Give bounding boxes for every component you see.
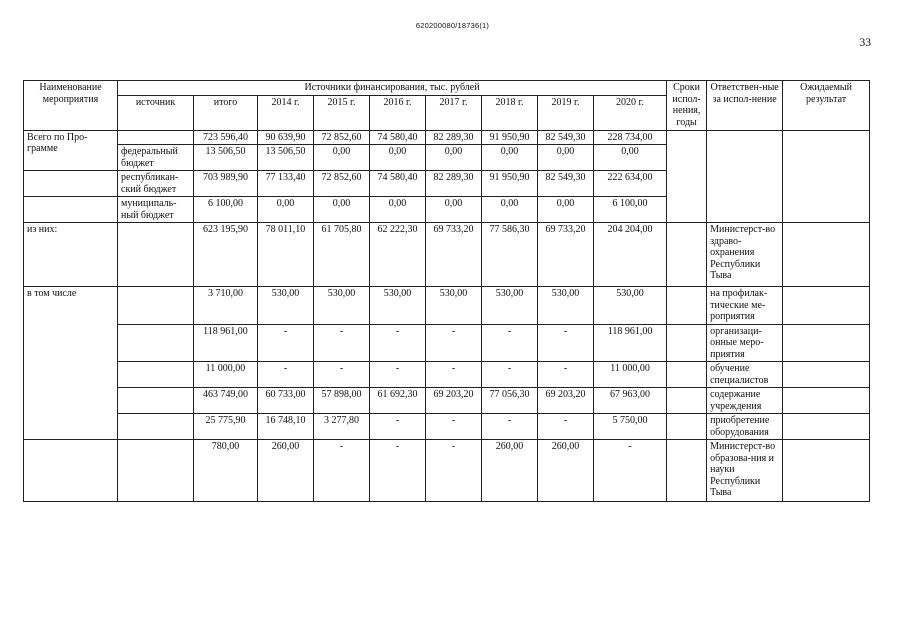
row-responsible: обучение специалистов [707,362,783,388]
row-source: республикан-ский бюджет [118,171,194,197]
header-year: 2020 г. [594,95,667,130]
header-year: 2016 г. [370,95,426,130]
row-expected [783,287,870,325]
row-responsible [707,130,783,223]
row-year-value: - [426,362,482,388]
row-name [24,197,118,223]
header-sources-group: Источники финансирования, тыс. рублей [118,81,667,96]
row-name: из них: [24,223,118,287]
row-year-value: 260,00 [482,440,538,502]
header-name: Наименование мероприятия [24,81,118,131]
row-total: 463 749,00 [194,388,258,414]
row-year-value: - [314,440,370,502]
row-year-value: 69 733,20 [538,223,594,287]
row-year-value: 0,00 [482,197,538,223]
table-row [24,440,870,502]
row-year-value: - [370,414,426,440]
row-total: 623 195,90 [194,223,258,287]
row-year-value: 260,00 [258,440,314,502]
row-year-value: - [538,324,594,362]
row-source [118,440,194,502]
row-name [24,171,118,197]
row-year-value: 61 692,30 [370,388,426,414]
header-row-1 [24,81,870,96]
row-name: Всего по Про-грамме [24,130,118,171]
row-terms [667,223,707,287]
row-terms [667,287,707,325]
row-year-value: 57 898,00 [314,388,370,414]
row-terms [667,324,707,362]
row-year-value: 82 289,30 [426,171,482,197]
row-year-value: 72 852,60 [314,130,370,145]
row-year-value: 0,00 [370,145,426,171]
row-source [118,287,194,325]
document-code: 620200080/18736(1) [415,21,490,30]
row-source: муниципаль-ный бюджет [118,197,194,223]
row-source [118,324,194,362]
row-year-value: 118 961,00 [594,324,667,362]
row-terms [667,440,707,502]
row-total: 6 100,00 [194,197,258,223]
row-year-value: 77 586,30 [482,223,538,287]
row-year-value: 67 963,00 [594,388,667,414]
row-total: 780,00 [194,440,258,502]
row-year-value: 0,00 [314,145,370,171]
row-responsible: Министерст-во образова-ния и науки Республики Тыва [707,440,783,502]
financing-table [23,80,870,502]
row-year-value: 82 549,30 [538,171,594,197]
row-year-value: 77 056,30 [482,388,538,414]
row-year-value: - [258,362,314,388]
row-expected [783,223,870,287]
row-year-value: - [314,324,370,362]
row-year-value: 90 639,90 [258,130,314,145]
row-year-value: 60 733,00 [258,388,314,414]
row-expected [783,414,870,440]
row-terms [667,130,707,223]
row-year-value: 0,00 [482,145,538,171]
row-year-value: 222 634,00 [594,171,667,197]
row-year-value: - [258,324,314,362]
row-total: 723 596,40 [194,130,258,145]
row-expected [783,440,870,502]
table-row [24,388,870,414]
row-year-value: 0,00 [258,197,314,223]
row-source [118,388,194,414]
row-name [24,440,118,502]
row-year-value: 74 580,40 [370,130,426,145]
row-year-value: - [426,440,482,502]
row-year-value: 69 203,20 [538,388,594,414]
row-year-value: 69 203,20 [426,388,482,414]
row-source [118,130,194,145]
row-year-value: 82 289,30 [426,130,482,145]
row-year-value: - [370,362,426,388]
row-source [118,362,194,388]
row-year-value: - [482,324,538,362]
row-year-value: 69 733,20 [426,223,482,287]
header-year: 2018 г. [482,95,538,130]
row-responsible: приобретение оборудования [707,414,783,440]
row-terms [667,388,707,414]
row-source [118,414,194,440]
row-year-value: 260,00 [538,440,594,502]
header-year: 2017 г. [426,95,482,130]
table-row [24,362,870,388]
row-year-value: 91 950,90 [482,171,538,197]
row-year-value: 228 734,00 [594,130,667,145]
table-row [24,223,870,287]
row-total: 13 506,50 [194,145,258,171]
row-year-value: - [594,440,667,502]
row-responsible: содержание учреждения [707,388,783,414]
row-year-value: 0,00 [426,145,482,171]
row-year-value: 0,00 [370,197,426,223]
row-year-value: 0,00 [314,197,370,223]
row-year-value: - [482,362,538,388]
row-year-value: 74 580,40 [370,171,426,197]
row-total: 3 710,00 [194,287,258,325]
row-total: 703 989,90 [194,171,258,197]
row-source [118,223,194,287]
row-year-value: 0,00 [538,145,594,171]
row-total: 118 961,00 [194,324,258,362]
row-year-value: - [370,324,426,362]
row-year-value: 530,00 [538,287,594,325]
row-responsible: Министерст-во здраво-охранения Республики Тыва [707,223,783,287]
row-source: федеральный бюджет [118,145,194,171]
row-total: 25 775,90 [194,414,258,440]
row-year-value: 62 222,30 [370,223,426,287]
row-year-value: 0,00 [594,145,667,171]
row-year-value: 72 852,60 [314,171,370,197]
row-year-value: 61 705,80 [314,223,370,287]
header-year: 2014 г. [258,95,314,130]
row-year-value: - [426,324,482,362]
row-terms [667,362,707,388]
header-total: итого [194,95,258,130]
row-year-value: 77 133,40 [258,171,314,197]
header-source: источник [118,95,194,130]
row-year-value: 11 000,00 [594,362,667,388]
row-year-value: - [314,362,370,388]
row-year-value: - [538,362,594,388]
header-year: 2019 г. [538,95,594,130]
header-responsible: Ответствен-ные за испол-нение [707,81,783,131]
row-expected [783,362,870,388]
row-year-value: 3 277,80 [314,414,370,440]
table-row [24,287,870,325]
row-name: в том числе [24,287,118,440]
row-year-value: 530,00 [594,287,667,325]
table-row [24,414,870,440]
header-terms: Сроки испол-нения, годы [667,81,707,131]
row-year-value: 530,00 [314,287,370,325]
row-year-value: 5 750,00 [594,414,667,440]
header-year: 2015 г. [314,95,370,130]
row-year-value: 91 950,90 [482,130,538,145]
row-terms [667,414,707,440]
row-year-value: 6 100,00 [594,197,667,223]
header-expected: Ожидаемый результат [783,81,870,131]
row-year-value: 530,00 [482,287,538,325]
row-year-value: - [482,414,538,440]
page-number: 33 [859,37,871,49]
table-row [24,324,870,362]
row-year-value: 530,00 [426,287,482,325]
row-year-value: 530,00 [370,287,426,325]
row-expected [783,388,870,414]
row-expected [783,130,870,223]
row-year-value: 82 549,30 [538,130,594,145]
row-responsible: организаци-онные меро-приятия [707,324,783,362]
row-year-value: - [426,414,482,440]
row-year-value: 204 204,00 [594,223,667,287]
row-year-value: 16 748,10 [258,414,314,440]
row-expected [783,324,870,362]
row-year-value: - [370,440,426,502]
table-row [24,130,870,145]
row-year-value: - [538,414,594,440]
row-year-value: 0,00 [426,197,482,223]
row-responsible: на профилак-тические ме-роприятия [707,287,783,325]
row-year-value: 530,00 [258,287,314,325]
row-year-value: 78 011,10 [258,223,314,287]
row-year-value: 0,00 [538,197,594,223]
row-year-value: 13 506,50 [258,145,314,171]
row-total: 11 000,00 [194,362,258,388]
